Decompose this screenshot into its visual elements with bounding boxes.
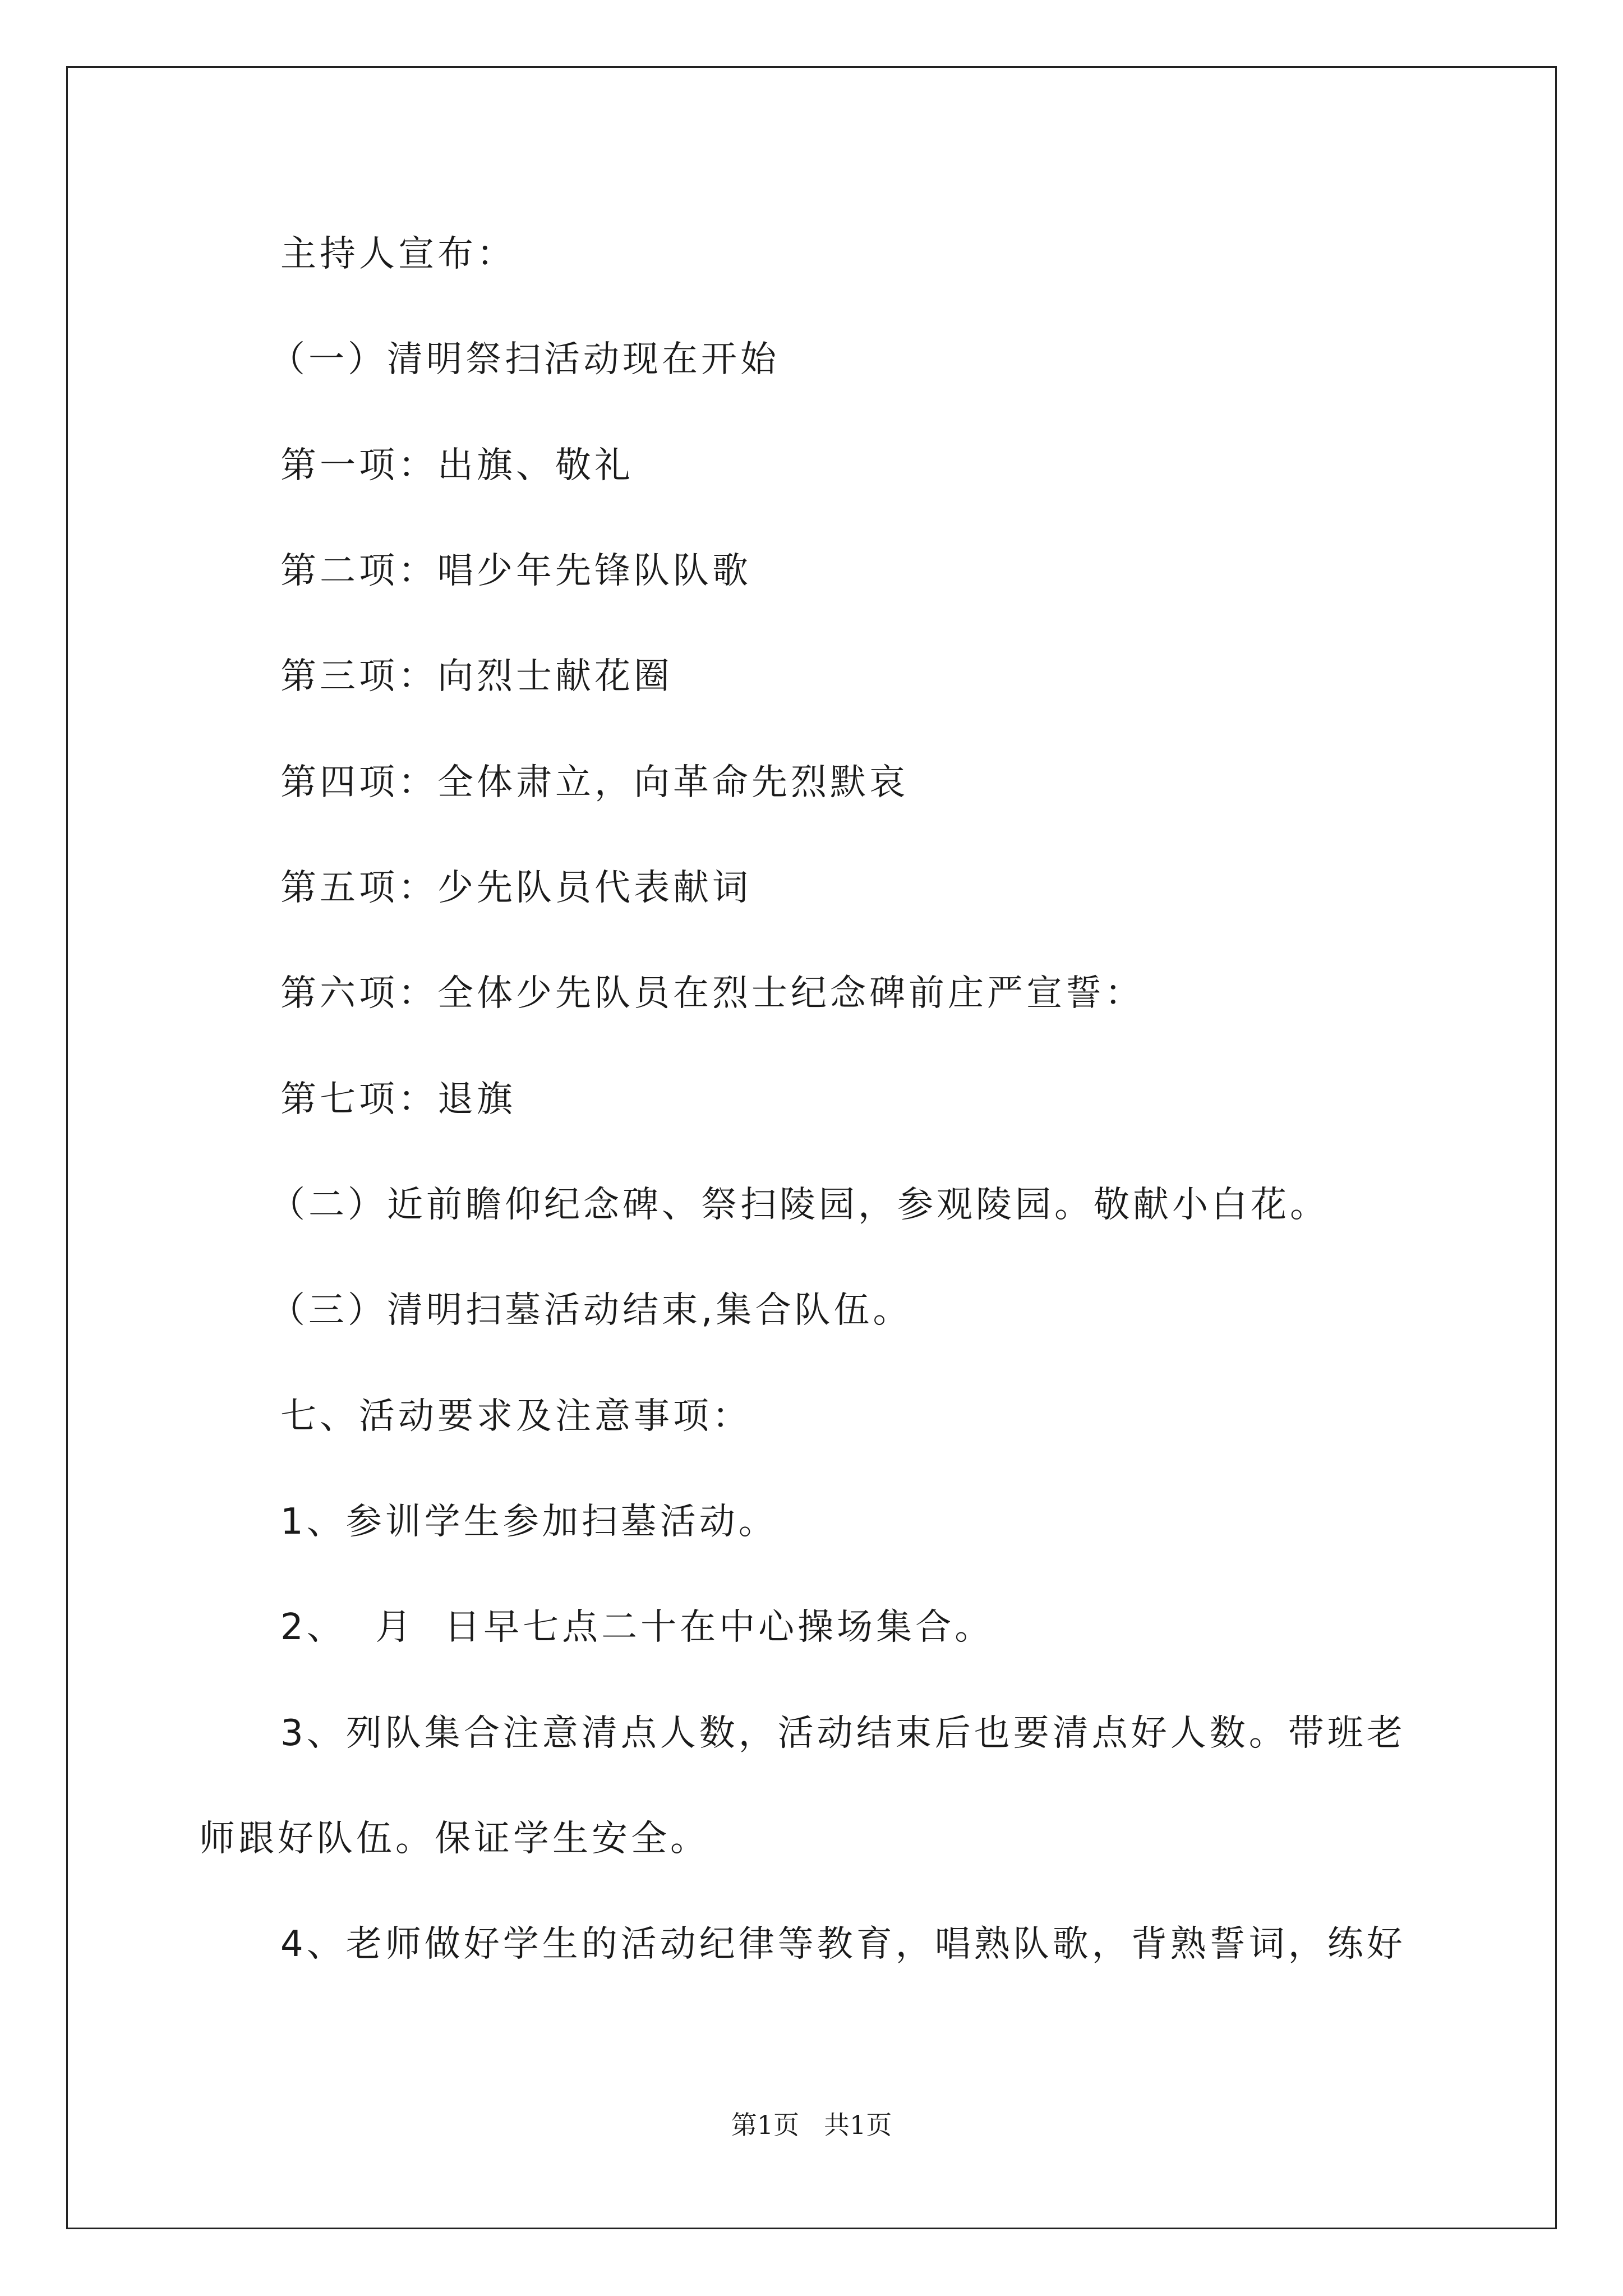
text-line: 主持人宣布： bbox=[280, 233, 516, 275]
page-total: 共1页 bbox=[823, 2110, 892, 2140]
text-line: （二）近前瞻仰纪念碑、祭扫陵园，参观陵园。敬献小白花。 bbox=[269, 1184, 1329, 1226]
text-line: 第三项：向烈士献花圈 bbox=[280, 656, 673, 697]
text-line: 第一项：出旗、敬礼 bbox=[280, 445, 634, 486]
text-line: 1、参训学生参加扫墓活动。 bbox=[280, 1501, 778, 1543]
text-line: 七、活动要求及注意事项： bbox=[280, 1396, 751, 1437]
text-line: 第四项：全体肃立，向革命先烈默哀 bbox=[280, 762, 909, 803]
page-footer bbox=[0, 2109, 1623, 2141]
text-line: 师跟好队伍。保证学生安全。 bbox=[199, 1818, 709, 1860]
text-line: 第七项：退旗 bbox=[280, 1079, 516, 1120]
text-line: 3、列队集合注意清点人数，活动结束后也要清点好人数。带班老 bbox=[280, 1713, 1406, 1754]
page-number: 第1页 bbox=[731, 2110, 800, 2140]
text-line: （三）清明扫墓活动结束,集合队伍。 bbox=[269, 1290, 912, 1331]
text-line: （一）清明祭扫活动现在开始 bbox=[269, 339, 780, 380]
text-line: 第五项：少先队员代表献词 bbox=[280, 867, 751, 909]
text-line: 4、老师做好学生的活动纪律等教育，唱熟队歌，背熟誓词，练好 bbox=[280, 1924, 1406, 1965]
text-line: 第二项：唱少年先锋队队歌 bbox=[280, 550, 751, 592]
text-line: 第六项：全体少先队员在烈士纪念碑前庄严宣誓： bbox=[280, 973, 1144, 1014]
page-border bbox=[66, 66, 1557, 2229]
text-line: 2、 月 日早七点二十在中心操场集合。 bbox=[280, 1607, 994, 1648]
